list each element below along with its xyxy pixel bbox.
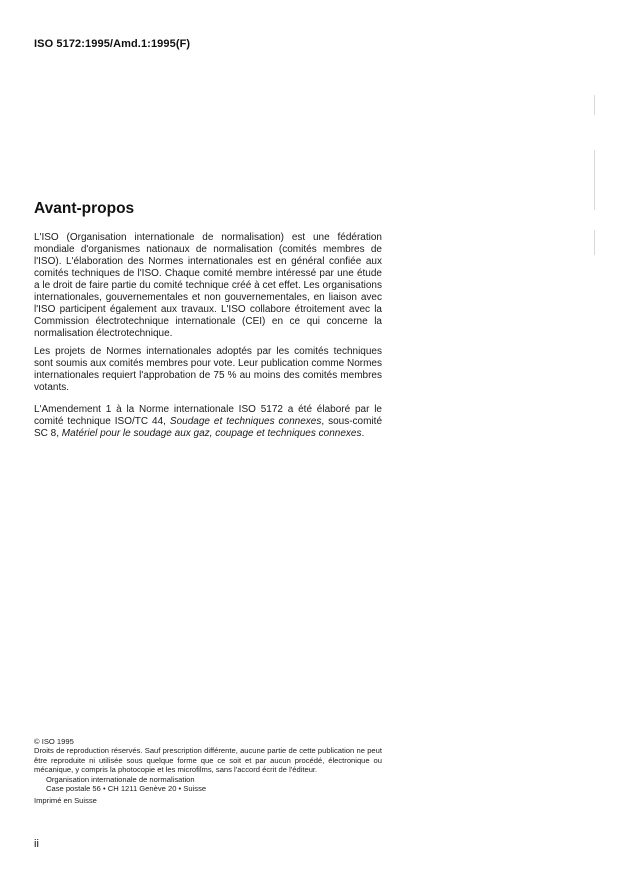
amendment-text-mid: , sous-comité SC 8,: [34, 416, 383, 439]
copyright-footer: [34, 737, 382, 806]
organization-name: Organisation internationale de normalisation: [46, 774, 195, 784]
document-identifier: ISO 5172:1995/Amd.1:1995(F): [34, 38, 191, 50]
scan-edge-mark: [594, 95, 595, 115]
paragraph-amendment: [34, 404, 382, 440]
paragraph-iso-description: L'ISO (Organisation internationale de normalisation) est une fédération mondiale d'organismes nationaux de normalisation (comités membres de l'ISO). L'élaboration des Normes internationales est en général confiée aux comités techniques de l'ISO. Chaque comité membre intéressé par une étude a le droit de faire partie du comité technique créé à cet effet. Les organisations internationales, gouvernementales et non gouvernementales, en liaison avec l'ISO participent également aux travaux. L'ISO collabore étroitement avec la Commission électrotechnique internationale (CEI) en ce qui concerne la normalisation électrotechnique.: [34, 232, 382, 339]
subcommittee-name: Matériel pour le soudage aux gaz, coupage et techniques connexes: [61, 428, 362, 439]
paragraph-voting: Les projets de Normes internationales adoptés par les comités techniques sont soumis aux comités membres pour vote. Leur publication comme Normes internationales requiert l'approbation de 75 % au moins des comités membres votants.: [34, 346, 382, 393]
copyright-notice: © ISO 1995: [34, 737, 74, 746]
page-number: ii: [34, 838, 39, 850]
section-title: Avant-propos: [34, 200, 135, 217]
rights-statement: Droits de reproduction réservés. Sauf prescription différente, aucune partie de cette publication ne peut être reproduite ni utilisée sous quelque forme que ce soit et par aucun procédé, électronique ou mécanique, y compris la photocopie et les microfilms, sans l'accord écrit de l'éditeur.: [34, 746, 382, 775]
amendment-text-start: L'Amendement 1 à la Norme internationale ISO 5172 a été élaboré par le comité technique ISO/TC 44,: [34, 404, 382, 427]
amendment-text-end: .: [361, 428, 365, 439]
committee-name: Soudage et techniques connexes: [169, 416, 322, 427]
organization-address: Case postale 56 • CH 1211 Genève 20 • Suisse: [46, 784, 207, 794]
scan-edge-mark: [594, 230, 595, 255]
printed-in: Imprimé en Suisse: [34, 796, 97, 806]
scan-edge-mark: [594, 150, 595, 210]
